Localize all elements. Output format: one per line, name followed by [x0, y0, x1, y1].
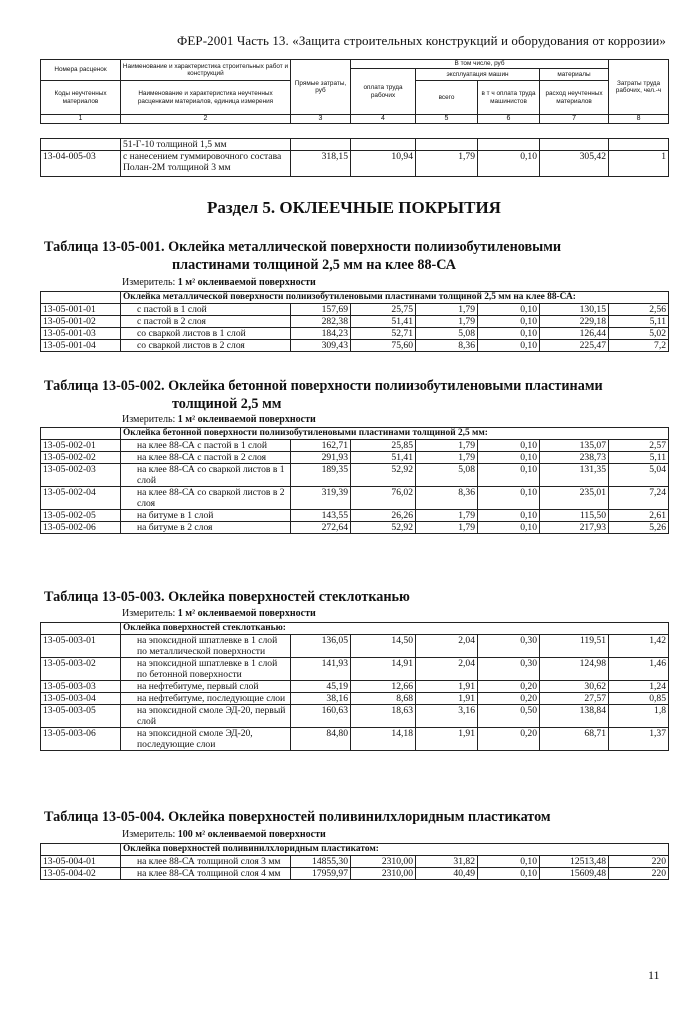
cell-name: на клее 88-СА с пастой в 1 слой [121, 440, 291, 452]
cell-mach: 31,82 [416, 856, 478, 868]
cell-mach: 1,79 [416, 510, 478, 522]
cell-direct: 319,39 [291, 487, 351, 510]
cell-wages: 10,94 [351, 151, 416, 177]
cell-mach: 5,08 [416, 328, 478, 340]
cell-name: на эпоксидной шпатлевке в 1 слой по металлической поверхности [121, 635, 291, 658]
col-num: 5 [416, 115, 478, 124]
cell-mat: 124,98 [540, 658, 609, 681]
cell-mat: 130,15 [540, 304, 609, 316]
cell-name: со сваркой листов в 1 слой [121, 328, 291, 340]
table-row [41, 635, 669, 658]
cell-direct: 17959,97 [291, 868, 351, 880]
cell-mat: 217,93 [540, 522, 609, 534]
table-row [41, 693, 669, 705]
cell-wages: 76,02 [351, 487, 416, 510]
cell-wages: 25,85 [351, 440, 416, 452]
table-row [41, 705, 669, 728]
col-code-bottom: Коды неучтенных материалов [41, 81, 121, 115]
table-row [41, 440, 669, 452]
table-row [41, 464, 669, 487]
col-incl: В том числе, руб [351, 60, 609, 69]
cell-mat: 115,50 [540, 510, 609, 522]
cell-name: с нанесением гуммировочного состава Полан-2М толщиной 3 мм [121, 151, 291, 177]
cell-name: на битуме в 2 слоя [121, 522, 291, 534]
cell-mach: 1,91 [416, 693, 478, 705]
cell-name: на нефтебитуме, последующие слои [121, 693, 291, 705]
cell-mat: 30,62 [540, 681, 609, 693]
table-title-line1: Таблица 13-05-001. Оклейка металлической поверхности полиизобутиленовыми [44, 239, 562, 255]
cell-mach-w: 0,10 [478, 328, 540, 340]
cell-code: 13-05-001-03 [41, 328, 121, 340]
cell-wages: 52,71 [351, 328, 416, 340]
table-row [41, 856, 669, 868]
table-title-line1: Таблица 13-05-002. Оклейка бетонной поверхности полиизобутиленовыми пластинами [44, 378, 603, 394]
cell-direct: 38,16 [291, 693, 351, 705]
cell-empty [41, 623, 121, 635]
cell-mach-w: 0,10 [478, 487, 540, 510]
table-row [41, 681, 669, 693]
cell-wages: 75,60 [351, 340, 416, 352]
col-num: 8 [609, 115, 669, 124]
cell-wages: 18,63 [351, 705, 416, 728]
cell-mach: 1,91 [416, 681, 478, 693]
measure [122, 277, 316, 288]
page-number: 11 [648, 968, 660, 982]
cell-mat: 305,42 [540, 151, 609, 177]
table-title-line1: Таблица 13-05-003. Оклейка поверхностей стеклотканью [44, 589, 410, 605]
cell-mach-w: 0,10 [478, 510, 540, 522]
cell-wages: 26,26 [351, 510, 416, 522]
cell-direct: 162,71 [291, 440, 351, 452]
table-title-line2: пластинами толщиной 2,5 мм на клее 88-СА [172, 257, 457, 273]
data-table [40, 427, 669, 534]
cell-name: на битуме в 1 слой [121, 510, 291, 522]
cell-wages: 14,91 [351, 658, 416, 681]
cell-labor: 2,61 [609, 510, 669, 522]
cell-mat: 119,51 [540, 635, 609, 658]
cell-mat: 126,44 [540, 328, 609, 340]
table-title [44, 808, 666, 826]
col-direct: Прямые затраты, руб [291, 60, 351, 115]
col-num: 6 [478, 115, 540, 124]
cell-direct: 282,38 [291, 316, 351, 328]
cell-name: на эпоксидной шпатлевке в 1 слой по бетонной поверхности [121, 658, 291, 681]
cell-name: с пастой в 1 слой [121, 304, 291, 316]
cell-direct: 189,35 [291, 464, 351, 487]
col-name-top: Наименование и характеристика строительных работ и конструкций [121, 60, 291, 81]
cell-wages: 8,68 [351, 693, 416, 705]
cell-mach-w: 0,20 [478, 681, 540, 693]
cell-mach: 1,79 [416, 304, 478, 316]
cell-direct: 160,63 [291, 705, 351, 728]
cell-direct: 136,05 [291, 635, 351, 658]
cell-labor: 5,26 [609, 522, 669, 534]
cell-mat: 27,57 [540, 693, 609, 705]
measure-unit: 1 м² оклеиваемой поверхности [177, 414, 316, 425]
cell-labor: 1,42 [609, 635, 669, 658]
col-num: 2 [121, 115, 291, 124]
cell-direct: 291,93 [291, 452, 351, 464]
cell-name: на клее 88-СА со сваркой листов в 1 слой [121, 464, 291, 487]
col-wages: оплата труда рабочих [351, 69, 416, 115]
table-subtitle: Оклейка бетонной поверхности полиизобутиленовыми пластинами толщиной 2,5 мм: [121, 428, 669, 440]
cell-mat: 235,01 [540, 487, 609, 510]
cell-direct: 272,64 [291, 522, 351, 534]
table-title-line1: Таблица 13-05-004. Оклейка поверхностей поливинилхлоридным пластикатом [44, 809, 551, 825]
data-table [40, 843, 669, 880]
measure-label: Измеритель: [122, 608, 176, 619]
cell-direct: 143,55 [291, 510, 351, 522]
cell-mach: 40,49 [416, 868, 478, 880]
cell-labor: 220 [609, 856, 669, 868]
cell-empty [41, 139, 121, 151]
cell-code: 13-05-003-04 [41, 693, 121, 705]
cell-mach: 1,91 [416, 728, 478, 751]
cell-mach-w: 0,50 [478, 705, 540, 728]
cell-mach: 2,04 [416, 658, 478, 681]
measure-label: Измеритель: [122, 277, 176, 288]
col-materials-sub: расход неучтенных материалов [540, 81, 609, 115]
cell-mach: 1,79 [416, 316, 478, 328]
col-mach-wages: в т ч оплата труда машинистов [478, 81, 540, 115]
page-header: ФЕР-2001 Часть 13. «Защита строительных конструкций и оборудования от коррозии» [176, 33, 666, 48]
cell-labor: 7,24 [609, 487, 669, 510]
cell-name: на клее 88-СА с пастой в 2 слоя [121, 452, 291, 464]
cell-mach-w: 0,20 [478, 728, 540, 751]
cell-wages: 2310,00 [351, 856, 416, 868]
data-table [40, 291, 669, 352]
cell-code: 13-05-004-02 [41, 868, 121, 880]
cell-mach: 5,08 [416, 464, 478, 487]
cell-mach: 1,79 [416, 452, 478, 464]
cell-labor: 2,56 [609, 304, 669, 316]
cell-wages: 12,66 [351, 681, 416, 693]
cell-wages: 25,75 [351, 304, 416, 316]
cell-mach-w: 0,20 [478, 693, 540, 705]
cell-mat: 135,07 [540, 440, 609, 452]
cell-empty [41, 292, 121, 304]
cell-name: на эпоксидной смоле ЭД-20, последующие слои [121, 728, 291, 751]
cell-labor: 220 [609, 868, 669, 880]
section-title: Раздел 5. ОКЛЕЕЧНЫЕ ПОКРЫТИЯ [207, 198, 501, 217]
measure [122, 608, 316, 619]
cell-code: 13-05-002-06 [41, 522, 121, 534]
cell-mach-w: 0,10 [478, 522, 540, 534]
cell-code: 13-05-002-02 [41, 452, 121, 464]
cell-empty [41, 844, 121, 856]
measure [122, 829, 326, 840]
cell-mach-w: 0,10 [478, 316, 540, 328]
cell-direct: 141,93 [291, 658, 351, 681]
cell-code: 13-05-003-01 [41, 635, 121, 658]
cell-direct: 84,80 [291, 728, 351, 751]
cell-code: 13-05-002-03 [41, 464, 121, 487]
cell-direct: 318,15 [291, 151, 351, 177]
cell-mach-w: 0,10 [478, 868, 540, 880]
cell-name: с пастой в 2 слоя [121, 316, 291, 328]
cell-code: 13-05-002-05 [41, 510, 121, 522]
cell-empty [41, 428, 121, 440]
cell-mat: 229,18 [540, 316, 609, 328]
col-num: 4 [351, 115, 416, 124]
cell-code: 13-05-001-04 [41, 340, 121, 352]
cell-wages: 2310,00 [351, 868, 416, 880]
cell-labor: 7,2 [609, 340, 669, 352]
col-code-top: Номера расценок [41, 60, 121, 81]
cell-mat: 15609,48 [540, 868, 609, 880]
col-machines: эксплуатация машин [416, 69, 540, 81]
cell-wages: 51,41 [351, 452, 416, 464]
table-title [44, 238, 666, 274]
cell-mach: 8,36 [416, 340, 478, 352]
cell-wages: 51,41 [351, 316, 416, 328]
cell-mach-w: 0,10 [478, 464, 540, 487]
table-subtitle: Оклейка поверхностей стеклотканью: [121, 623, 669, 635]
measure [122, 414, 316, 425]
cell-mach-w: 0,10 [478, 151, 540, 177]
col-name-bottom: Наименование и характеристика неучтенных расценками материалов, единица измерения [121, 81, 291, 115]
cell-code: 13-05-002-04 [41, 487, 121, 510]
cell-labor: 5,02 [609, 328, 669, 340]
cell-labor: 1,8 [609, 705, 669, 728]
measure-unit: 1 м² оклеиваемой поверхности [177, 277, 316, 288]
cell-labor: 5,11 [609, 316, 669, 328]
cell-wages: 52,92 [351, 522, 416, 534]
cell-mach-w: 0,30 [478, 658, 540, 681]
cell-code: 13-05-004-01 [41, 856, 121, 868]
cell-mat: 225,47 [540, 340, 609, 352]
cell-mach-w: 0,10 [478, 856, 540, 868]
cell-name: на эпоксидной смоле ЭД-20, первый слой [121, 705, 291, 728]
cell-mach-w: 0,10 [478, 304, 540, 316]
table-title [44, 588, 666, 606]
cell-labor: 2,57 [609, 440, 669, 452]
cell-mach: 1,79 [416, 522, 478, 534]
cell-code: 13-05-001-02 [41, 316, 121, 328]
cell-mach-w: 0,30 [478, 635, 540, 658]
cell-name: со сваркой листов в 2 слоя [121, 340, 291, 352]
measure-unit: 1 м² оклеиваемой поверхности [177, 608, 316, 619]
cell-code: 13-05-003-03 [41, 681, 121, 693]
measure-label: Измеритель: [122, 829, 176, 840]
cell-mach: 2,04 [416, 635, 478, 658]
cell-name: на клее 88-СА со сваркой листов в 2 слоя [121, 487, 291, 510]
cell-mat: 131,35 [540, 464, 609, 487]
cell-mach-w: 0,10 [478, 440, 540, 452]
cell-labor: 5,11 [609, 452, 669, 464]
table-title [44, 377, 666, 413]
col-mach-total: всего [416, 81, 478, 115]
table-row [41, 487, 669, 510]
table-subtitle: Оклейка поверхностей поливинилхлоридным пластикатом: [121, 844, 669, 856]
table-subtitle: Оклейка металлической поверхности полиизобутиленовыми пластинами толщиной 2,5 мм на клее 88-СА: [121, 292, 669, 304]
continuation-table [40, 138, 669, 177]
cell-labor: 1 [609, 151, 669, 177]
table-row [41, 340, 669, 352]
table-row [41, 868, 669, 880]
col-labor: Затраты труда рабочих, чел.-ч [609, 60, 669, 115]
cell-direct: 309,43 [291, 340, 351, 352]
cell-mach-w: 0,10 [478, 452, 540, 464]
cell-code: 13-05-003-06 [41, 728, 121, 751]
cell-direct: 157,69 [291, 304, 351, 316]
cell-name: на клее 88-СА толщиной слоя 4 мм [121, 868, 291, 880]
cell-code: 13-05-002-01 [41, 440, 121, 452]
col-num: 1 [41, 115, 121, 124]
cell-labor: 0,85 [609, 693, 669, 705]
table-title-line2: толщиной 2,5 мм [172, 396, 282, 412]
table-row [41, 328, 669, 340]
cell-mach: 1,79 [416, 440, 478, 452]
cell-direct: 45,19 [291, 681, 351, 693]
cell-mach-w: 0,10 [478, 340, 540, 352]
cell-wages: 14,18 [351, 728, 416, 751]
cell-code: 13-05-001-01 [41, 304, 121, 316]
table-row [41, 452, 669, 464]
cell-mach: 1,79 [416, 151, 478, 177]
cell-code: 13-05-003-02 [41, 658, 121, 681]
cell-direct: 14855,30 [291, 856, 351, 868]
col-materials: материалы [540, 69, 609, 81]
cell-mat: 238,73 [540, 452, 609, 464]
cell-name: на клее 88-СА толщиной слоя 3 мм [121, 856, 291, 868]
table-row [41, 658, 669, 681]
measure-label: Измеритель: [122, 414, 176, 425]
cell-direct: 184,23 [291, 328, 351, 340]
cell-labor: 1,46 [609, 658, 669, 681]
cell-mach: 8,36 [416, 487, 478, 510]
cell-labor: 5,04 [609, 464, 669, 487]
data-table [40, 622, 669, 751]
cell-labor: 1,24 [609, 681, 669, 693]
table-row [41, 522, 669, 534]
table-row [41, 510, 669, 522]
col-num: 3 [291, 115, 351, 124]
measure-unit: 100 м² оклеиваемой поверхности [177, 829, 326, 840]
col-num: 7 [540, 115, 609, 124]
table-row [41, 304, 669, 316]
cell-wages: 14,50 [351, 635, 416, 658]
cell-wages: 52,92 [351, 464, 416, 487]
table-row [41, 728, 669, 751]
cell-mach: 3,16 [416, 705, 478, 728]
column-header-table [40, 59, 669, 124]
cell-code: 13-05-003-05 [41, 705, 121, 728]
cell-code: 13-04-005-03 [41, 151, 121, 177]
cell-mat: 68,71 [540, 728, 609, 751]
cell-labor: 1,37 [609, 728, 669, 751]
cell-mat: 12513,48 [540, 856, 609, 868]
prev-line: 51-Г-10 толщиной 1,5 мм [121, 139, 291, 151]
table-row [41, 316, 669, 328]
cell-name: на нефтебитуме, первый слой [121, 681, 291, 693]
cell-mat: 138,84 [540, 705, 609, 728]
